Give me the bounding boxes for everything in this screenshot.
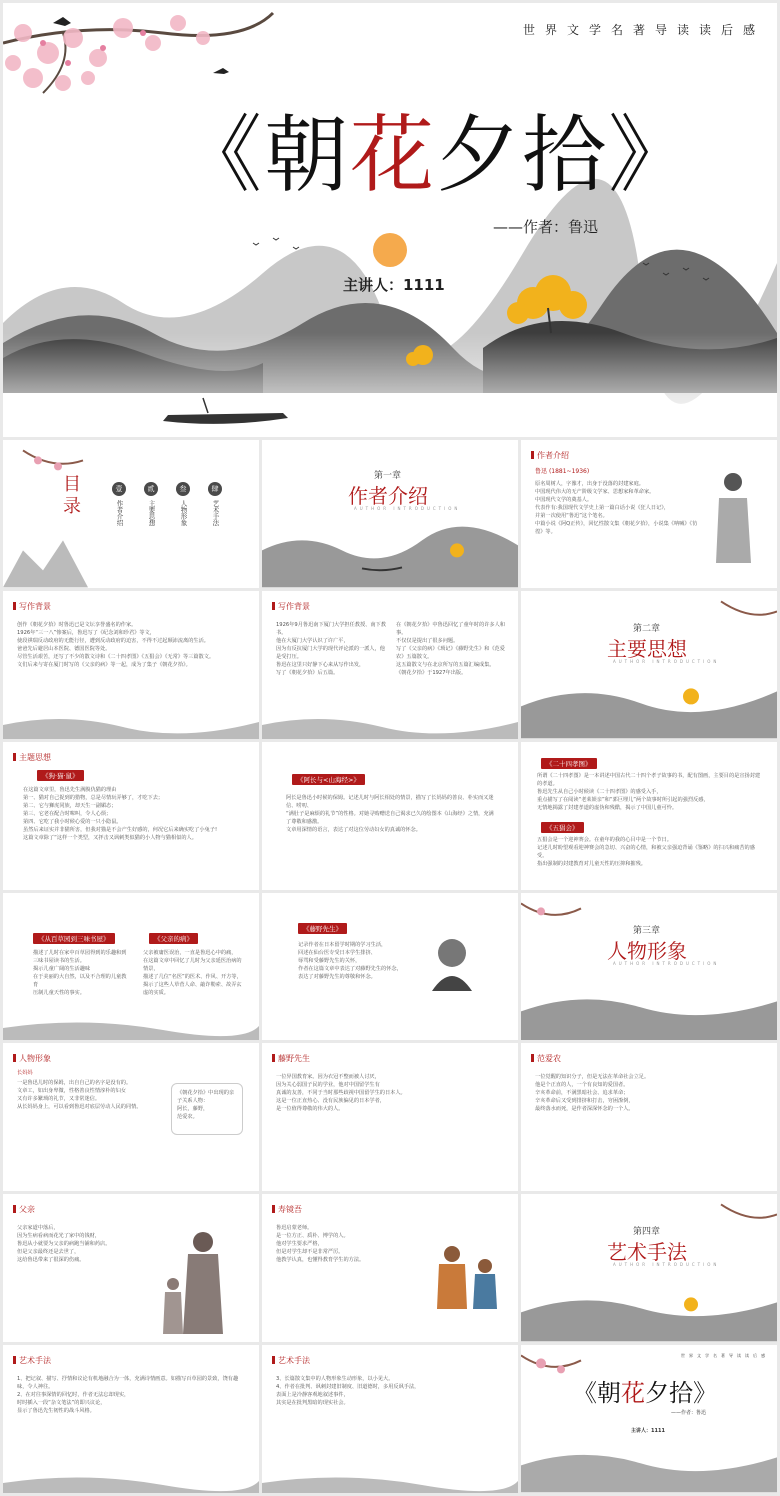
- slide-body-1: 所谓《二十四孝图》是一本讲述中国古代二十四个孝子故事的书，配有图画，主要目的是宣扬封建的孝道。 鲁迅先生从自己小时候读《二十四孝图》的感受入手， 重点描写了在阅读“老莱娱亲”和“郭巨埋儿”两个故事时所引起的强烈反感， 无情地揭露了封建孝道的虚伪和残酷，揭示了中国儿童可怜。: [537, 772, 761, 811]
- slide-theme-2[interactable]: [262, 742, 518, 890]
- ink-landscape-icon: [521, 1345, 777, 1493]
- slide-body: 1、把记叙、描写、抒情和议论有机地融合为一体，充满诗情画意。如描写百草园的景致，饶有趣味，令人神往。 2、在对往事深情的回忆时，作者无法忘却现实， 时时插入一段“杂文笔法”的即兴议论， 显示了鲁迅先生韧性的战斗风格。: [17, 1376, 239, 1415]
- ink-wave-icon: [3, 1461, 259, 1493]
- character-name: 长妈妈: [17, 1070, 33, 1077]
- slide-heading: 父亲: [13, 1204, 35, 1215]
- ink-wave-icon: [262, 707, 518, 739]
- slide-art-2[interactable]: [262, 1345, 518, 1493]
- title-right: 夕拾》: [436, 106, 695, 204]
- chapter-title: 艺术手法: [607, 1240, 687, 1265]
- slide-art-1[interactable]: [3, 1345, 259, 1493]
- teacher-student-icon: [427, 1234, 507, 1314]
- chapter-title: 人物形象: [607, 938, 687, 963]
- essay-tag-2: 《五猖会》: [541, 822, 584, 833]
- chapter-number: 第三章: [633, 925, 661, 936]
- slide-chapter-3[interactable]: [521, 893, 777, 1041]
- toc-item-1[interactable]: 壹 作者介绍: [111, 482, 127, 530]
- toc-item-2[interactable]: 贰 主要思想: [143, 482, 159, 530]
- slide-background-1[interactable]: [3, 591, 259, 739]
- title-red-char: 花: [350, 106, 437, 204]
- slide-body-right: 在《朝花夕拾》中鲁迅回忆了童年时的许多人和事。 不仅仅是提出了很多问题。 写了《父亲的病》《琐记》《藤野先生》和《范爱农》五篇散文。 这五篇散文与在北京所写的五篇汇编成集。 《朝花夕拾》于1927年出版。: [396, 621, 505, 676]
- portrait-icon: [711, 468, 756, 568]
- series-tagline: 世界文学名著导读读后感: [681, 1353, 769, 1359]
- author-bio: 原名周树人，字豫才，出身于没落的封建家庭。 中国现代伟大的无产阶级文学家、思想家和革命家。 中国现代文学的奠基人。 代表作有:我国现代文学史上第一篇白话小说《狂人日记》， 并第一次使用“鲁迅”这个笔名。 中篇小说《阿Q正传》，回忆性散文集《朝花夕拾》，小说集《呐喊》《彷徨》等。: [535, 481, 698, 535]
- chapter-number: 第四章: [633, 1227, 661, 1238]
- slide-toc[interactable]: [3, 440, 259, 588]
- slide-body-2: 五猖会是一个迎神赛会。在童年的我的心目中是一个节日。 记述儿时盼望观看迎神赛会的急切、兴奋的心情，和被父亲强迫背诵《鉴略》的扫兴和痛苦的感受。 指出强制的封建教育对儿童天性的压抑和摧残。: [537, 836, 755, 867]
- slide-heading: 艺术手法: [272, 1355, 310, 1366]
- author-line: ——作者：鲁迅: [671, 1410, 707, 1417]
- slide-body: 一位异国教育家。因为衣冠不整而被人讨厌， 因为关心弱国子民的学业，他对中国留学生有 真诚的友善，不同于当时那些歧视中国留学生的日本人。 这是一位正直热心、没有民族偏见的日本学者， 是一位值得尊敬的伟大的人。: [276, 1074, 406, 1113]
- essay-tag: 《藤野先生》: [298, 923, 347, 934]
- chapter-subtitle: AUTHOR INTRODUCTION: [613, 658, 720, 664]
- slide-body: 鲁迅启蒙老师。 是一位方正、质朴、博学的人。 他对学生要求严格， 但是对学生却不是非常严厉。 他教学认真，也懂得教育学生的方法。: [276, 1225, 365, 1264]
- book-title: 《朝花夕拾》: [573, 1379, 717, 1408]
- slide-body-2: 父亲被庸医误治，一直是鲁迅心中的痛， 在这篇文章中回忆了儿时为父亲延医治病的情景， 描述了几位“名医”的医术、作风、开方等， 揭示了这些人草菅人命、敲诈勒索、故弄玄虚的实质。: [143, 949, 242, 996]
- chapter-number: 第二章: [633, 623, 661, 634]
- toc-title: 目录: [63, 474, 81, 517]
- author-line: ——作者：鲁迅: [493, 218, 599, 236]
- chapter-number: 第一章: [374, 471, 402, 481]
- slide-theme-5[interactable]: [262, 893, 518, 1041]
- father-silhouette-icon: [153, 1224, 243, 1334]
- slide-background-2[interactable]: [262, 591, 518, 739]
- slide-character-4[interactable]: [3, 1194, 259, 1342]
- title-left: 《朝: [178, 106, 351, 204]
- essay-tag: 《狗·猫·鼠》: [37, 770, 84, 781]
- slide-theme-3[interactable]: [521, 742, 777, 890]
- ink-wave-icon: [3, 707, 259, 739]
- ink-landscape-icon: [521, 1194, 777, 1342]
- title-slide: [3, 3, 777, 437]
- slide-heading: 藤野先生: [272, 1053, 310, 1064]
- slide-body: 一是鲁迅儿时的保姆，出自自己的名字是没有的。 文章工，如出身卑微，性格善良性情淳朴的妇女 又有许多繁琐的礼节，又非常迷信。 从长妈妈身上，可以看到鲁迅对底层劳动人民的同情。: [17, 1080, 142, 1111]
- slide-chapter-1[interactable]: [262, 440, 518, 588]
- chapter-subtitle: AUTHOR INTRODUCTION: [613, 1262, 720, 1268]
- essay-tag-1: 《二十四孝图》: [541, 758, 597, 769]
- slide-character-1[interactable]: [3, 1043, 259, 1191]
- slide-thumbnails: [3, 440, 777, 1493]
- ink-wave-icon: [262, 1461, 518, 1493]
- chapter-title: 作者介绍: [348, 484, 428, 508]
- slide-body: 记录作者在日本留学时期的学习生活， 回述在仙台医专受日本学生排挤、 辱骂和受藤野先生的关怀， 作者在这篇文章中表达了对藤野先生的怀念， 表达了对藤野先生的尊敬和怀念。: [298, 941, 402, 980]
- slide-character-2[interactable]: [262, 1043, 518, 1191]
- speaker-line: 主讲人：1111: [631, 1428, 665, 1435]
- essay-tag: 《阿长与<山海经>》: [292, 774, 365, 785]
- slide-theme-1[interactable]: [3, 742, 259, 890]
- chapter-title: 主要思想: [607, 636, 687, 661]
- ink-landscape-icon: [262, 440, 518, 588]
- essay-tag-1: 《从百草园到三味书屋》: [33, 933, 115, 944]
- portrait-sketch-icon: [422, 931, 482, 991]
- slide-body-left: 1926年9月鲁迅南下厦门大学担任教授、南下教书。 他在大厦门大学认识了许广平， 因为有反抗厦门大学的现代评论派的一派人，他是受打压。 鲁迅在这里只好静下心来从写作出发， 写了《朝花夕拾》后五篇。: [276, 621, 386, 676]
- landscape-illustration: [3, 3, 777, 437]
- chapter-subtitle: AUTHOR INTRODUCTION: [354, 506, 461, 511]
- series-tagline: 世界文学名著导读读后感: [522, 23, 765, 37]
- slide-heading: 寿镜吾: [272, 1204, 302, 1215]
- slide-heading: 作者介绍: [531, 450, 569, 461]
- book-title: [178, 88, 694, 209]
- note-box: 《朝花夕拾》中出现的亲子关系人物： 阿长，藤野， 范爱农。: [171, 1083, 243, 1135]
- slide-body: 创作《朝花夕拾》时鲁迅已是文坛享誉盛名的作家。 1926年“三一八”惨案后，鲁迅写了《纪念刘和珍君》等文， 使段祺瑞反动政府的无能行径，遭到反动政府的迫害，不得不过起颠沛流离的生活。 爸爸先后避居山本医院、德国医院等处。 尽管生活艰苦，还写了不少的散文诗和《二十四孝图》《五猖会》《无常》等三篇散文。 文们后来与寄在厦门时写的《父亲的病》等一起，成为了集子《朝花夕拾》。: [17, 621, 215, 668]
- ink-wave-icon: [3, 1008, 259, 1040]
- slide-character-5[interactable]: [262, 1194, 518, 1342]
- toc-item-3[interactable]: 叁 人物形象: [175, 482, 191, 530]
- slide-body: 一位觉醒的知识分子，但是无法在革命社会立足。 他是个正直的人，一个有良知的爱国者。 辛亥革命前，不满黑暗社会、追求革命； 辛亥革命后又受到排挤和打击，穷困潦倒， 最终落水而死，是作者深深怀念的一个人。: [535, 1074, 650, 1113]
- slide-body-1: 描述了儿时在家中百草园得到的乐趣和到三味书屋读书的生活。 揭示儿童广阔的生活趣味 在于美丽的大自然，以及不合理的儿童教育 压制儿童天性的事实。: [33, 949, 127, 996]
- slide-theme-4[interactable]: [3, 893, 259, 1041]
- toc-item-4[interactable]: 肆 艺术手法: [207, 482, 223, 530]
- slide-chapter-2[interactable]: [521, 591, 777, 739]
- slide-heading: 主题思想: [13, 752, 51, 763]
- speaker-line: 主讲人：1111: [343, 276, 445, 294]
- essay-tag-2: 《父亲的病》: [149, 933, 198, 944]
- slide-body: 阿长是鲁迅小时候的保姆。记述儿时与阿长相处的情景，描写了长妈妈的善良、朴实而又迷信、唠叨、 “满肚子是麻烦的礼节”的性格。对她寻购赠送自己渴求已久的绘图本《山海经》之情，充满了尊敬和感激。 文章用深情的语言，表达了对这位劳动妇女的真诚的怀念。: [286, 794, 494, 833]
- slide-chapter-4[interactable]: [521, 1194, 777, 1342]
- chapter-subtitle: AUTHOR INTRODUCTION: [613, 960, 720, 966]
- slide-heading: 写作背景: [272, 601, 310, 612]
- slide-author-intro[interactable]: [521, 440, 777, 588]
- slide-heading: 范爱农: [531, 1053, 561, 1064]
- slide-body: 父亲家道中落后， 因为生病看病而花光了家中的钱财， 鲁迅从小就要为父亲的病跑当铺和药店。 但是父亲最终还是去世了， 这给鲁迅带来了很深的伤痛。: [17, 1225, 111, 1264]
- slide-heading: 艺术手法: [13, 1355, 51, 1366]
- sun-decoration: [373, 233, 407, 267]
- slide-heading: 写作背景: [13, 601, 51, 612]
- slide-body: 3、长篇散文集中的人物形象生动形象，以小见大。 4、作者在批判、讽刺封建旧制度、旧道德时，多用反讽手法， 表面上是冷静客观地叙述事件， 其实是在批判黑暗的现实社会。: [276, 1376, 420, 1407]
- author-name: 鲁迅 (1881~1936): [535, 468, 590, 475]
- ink-landscape-icon: [521, 591, 777, 739]
- slide-ending[interactable]: [521, 1345, 777, 1493]
- slide-body: 在这篇文章里，鲁迅先生满腹仇猫的理由 第一、猫对自己捉到的猎物，总是尽情玩弄够了，才吃下去； 第二、它与狮虎同族，却天生一副媚态； 第三、它老在配合时嗥叫，令人心烦； 第四、它吃了我小时候心爱的一只小隐鼠。 虽然后来证实并非猫所害，但我对猫是不会产生好感的，何况它后来确实吃了小兔子! 这篇文章除了“这样一个类型，又抨击又讽刺类似猫的小人物与猫相似的人。: [23, 786, 218, 841]
- slide-heading: 人物形象: [13, 1053, 51, 1064]
- slide-character-3[interactable]: [521, 1043, 777, 1191]
- ink-landscape-icon: [521, 893, 777, 1041]
